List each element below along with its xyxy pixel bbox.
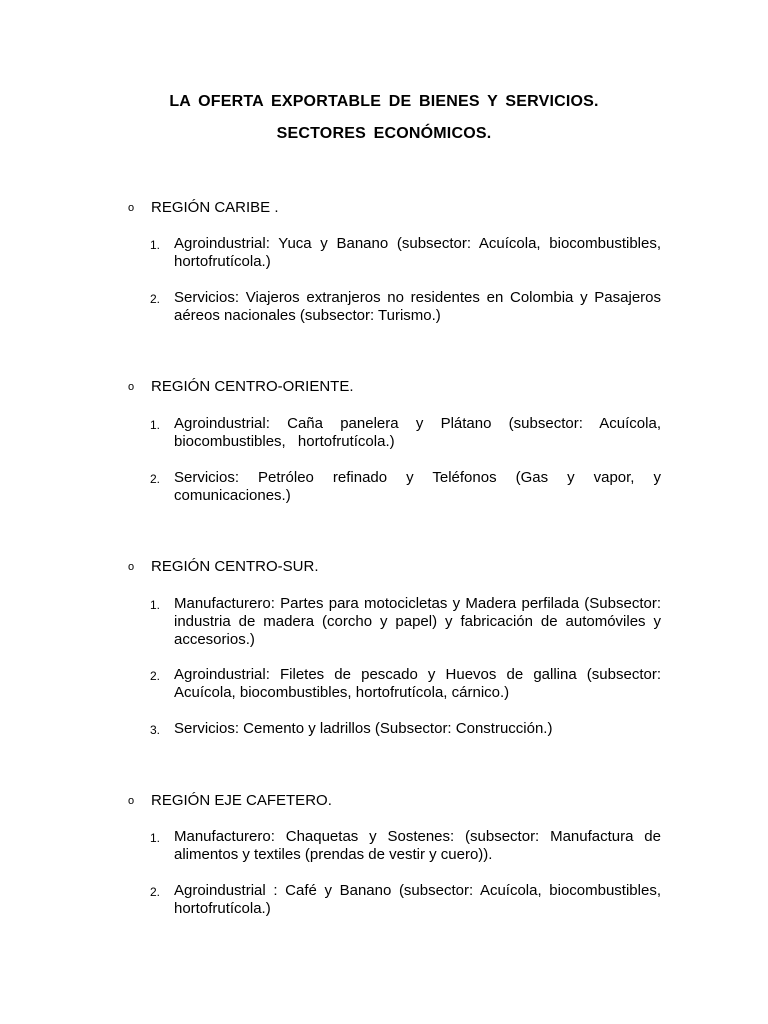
item-number: 1.	[150, 598, 161, 612]
item-number: 2.	[150, 669, 161, 683]
item-text: Agroindustrial: Filetes de pescado y Huevos de gallina (subsector: Acuícola, biocombustibles, hortofrutícola, cárnico.)	[174, 666, 661, 701]
region-label: REGIÓN CENTRO-ORIENTE.	[151, 378, 354, 395]
region-label: REGIÓN CENTRO-SUR.	[151, 558, 319, 575]
bullet-icon: o	[128, 381, 135, 393]
bullet-icon: o	[128, 202, 135, 214]
item-text: Agroindustrial: Caña panelera y Plátano (subsector: Acuícola, biocombustibles, hortofrutícola.)	[174, 415, 661, 450]
item-number: 2.	[150, 885, 161, 899]
list-item	[150, 720, 661, 738]
list-item	[150, 882, 661, 918]
document-subtitle: SECTORES ECONÓMICOS.	[276, 125, 492, 142]
item-text: Servicios: Viajeros extranjeros no residentes en Colombia y Pasajeros aéreos nacionales (subsector: Turismo.)	[174, 289, 661, 324]
item-number: 2.	[150, 292, 161, 306]
list-item	[150, 666, 661, 702]
item-number: 1.	[150, 238, 161, 252]
region-label: REGIÓN EJE CAFETERO.	[151, 792, 332, 809]
list-item	[150, 235, 661, 271]
item-number: 1.	[150, 831, 161, 845]
list-item	[150, 469, 661, 505]
item-text: Servicios: Petróleo refinado y Teléfonos (Gas y vapor, y comunicaciones.)	[174, 469, 661, 504]
item-text: Agroindustrial : Café y Banano (subsector: Acuícola, biocombustibles, hortofrutícola.)	[174, 882, 661, 917]
list-item	[150, 289, 661, 325]
region-label: REGIÓN CARIBE .	[151, 199, 279, 216]
document-title: LA OFERTA EXPORTABLE DE BIENES Y SERVICIOS.	[169, 93, 599, 110]
item-text: Servicios: Cemento y ladrillos (Subsector: Construcción.)	[174, 720, 553, 737]
list-item	[150, 595, 661, 649]
item-number: 3.	[150, 723, 161, 737]
list-item	[150, 415, 661, 451]
item-text: Manufacturero: Chaquetas y Sostenes: (subsector: Manufactura de alimentos y textiles (prendas de vestir y cuero)).	[174, 828, 661, 863]
bullet-icon: o	[128, 561, 135, 573]
item-number: 1.	[150, 418, 161, 432]
list-item	[150, 828, 661, 864]
item-number: 2.	[150, 472, 161, 486]
item-text: Manufacturero: Partes para motocicletas y Madera perfilada (Subsector: industria de madera (corcho y papel) y fabricación de automóviles y accesorios.)	[174, 595, 661, 648]
item-text: Agroindustrial: Yuca y Banano (subsector: Acuícola, biocombustibles, hortofrutícola.)	[174, 235, 661, 270]
bullet-icon: o	[128, 795, 135, 807]
